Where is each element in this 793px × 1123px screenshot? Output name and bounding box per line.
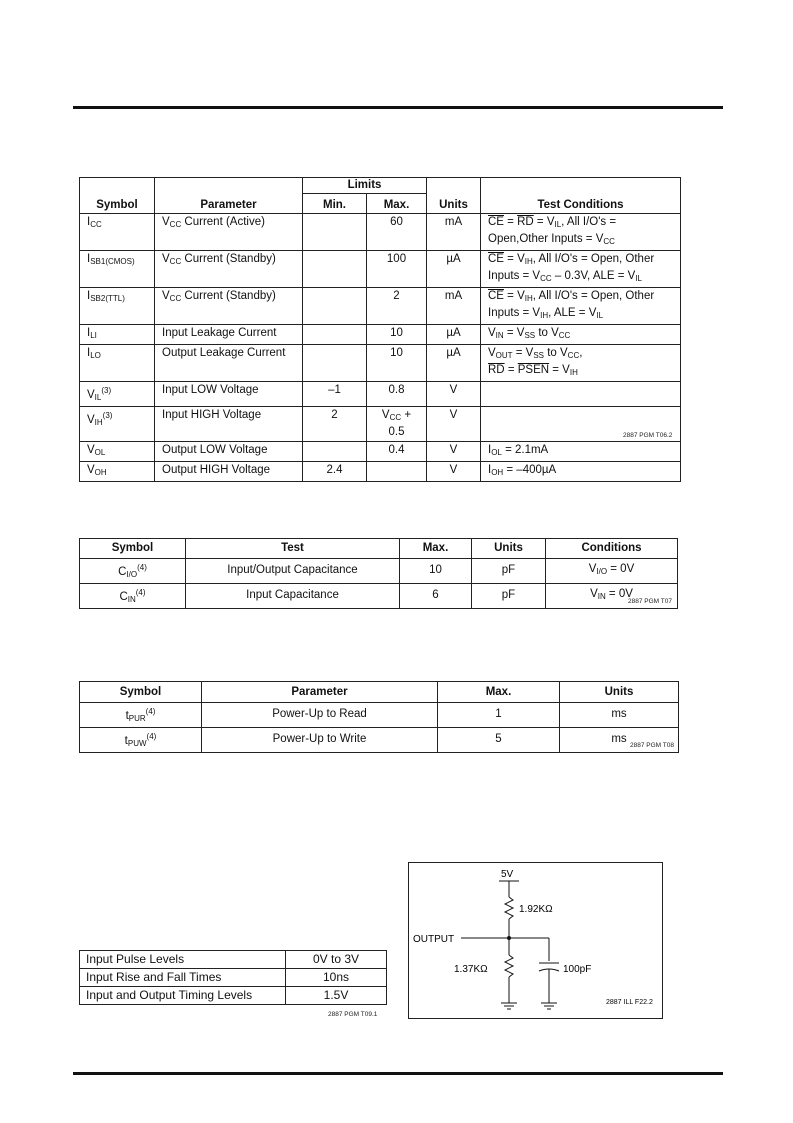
cell-max: 10 bbox=[367, 345, 427, 382]
cell-conditions: $V_{I/O} = 0V$ bbox=[546, 559, 678, 584]
table-row bbox=[80, 461, 681, 481]
header-max: Max. bbox=[400, 539, 472, 559]
cell-min bbox=[303, 325, 367, 345]
table-code: 2887 PGM T06.2 bbox=[623, 432, 673, 439]
cell-units: µA bbox=[427, 251, 481, 288]
cell-units: µA bbox=[427, 325, 481, 345]
power-up-table bbox=[79, 681, 679, 753]
r-top-label: 1.92KΩ bbox=[519, 904, 553, 915]
cell-units: ms bbox=[560, 727, 679, 752]
cell-max: 2 bbox=[367, 288, 427, 325]
cell-max: 5 bbox=[438, 727, 560, 752]
cell-units: V bbox=[427, 406, 481, 441]
header-units: Units bbox=[427, 178, 481, 214]
cell-conditions: $V_{IN} = V_{SS}$ to $V_{CC}$ bbox=[481, 325, 681, 345]
table-row bbox=[80, 559, 678, 584]
cell-parameter: $V_{CC}$ Current (Standby) bbox=[155, 288, 303, 325]
header-units: Units bbox=[560, 682, 679, 703]
output-label: OUTPUT bbox=[413, 934, 455, 945]
cell-conditions: $V_{IN} = 0V$ bbox=[546, 583, 678, 608]
cell-value: 10ns bbox=[286, 969, 387, 987]
cell-parameter: Input LOW Voltage bbox=[155, 382, 303, 407]
cell-symbol: $I_{SB1(CMOS)}$ bbox=[80, 251, 155, 288]
cell-conditions: $I_{OH} = -400\mu A$ bbox=[481, 461, 681, 481]
cell-units: pF bbox=[472, 583, 546, 608]
header-limits: Limits bbox=[303, 178, 427, 194]
r-bottom-label: 1.37KΩ bbox=[454, 964, 488, 975]
cell-units: mA bbox=[427, 214, 481, 251]
table-row bbox=[80, 406, 681, 441]
table-row bbox=[80, 325, 681, 345]
cell-conditions: $I_{OL} = 2.1mA$ bbox=[481, 441, 681, 461]
ac-test-conditions-table bbox=[79, 950, 387, 1005]
junction-dot bbox=[507, 936, 511, 940]
cell-parameter: $V_{CC}$ Current (Active) bbox=[155, 214, 303, 251]
cell-label: Input and Output Timing Levels bbox=[80, 987, 286, 1005]
top-rule bbox=[73, 106, 723, 109]
test-load-circuit bbox=[408, 862, 663, 1019]
capacitance-table bbox=[79, 538, 678, 609]
cell-max: 10 bbox=[400, 559, 472, 584]
cell-min bbox=[303, 441, 367, 461]
table-row bbox=[80, 288, 681, 325]
cell-parameter: Output LOW Voltage bbox=[155, 441, 303, 461]
table-row bbox=[80, 969, 387, 987]
cell-parameter: Power-Up to Write bbox=[202, 727, 438, 752]
cell-label: Input Pulse Levels bbox=[80, 951, 286, 969]
table-row bbox=[80, 251, 681, 288]
resistor-top bbox=[505, 897, 513, 919]
bottom-rule bbox=[73, 1072, 723, 1075]
header-symbol: Symbol bbox=[80, 178, 155, 214]
cell-conditions: $V_{OUT} = V_{SS}$ to $V_{CC}$, $\overline{RD}$ = PSEN = $V_{IH}$ bbox=[481, 345, 681, 382]
table-row bbox=[80, 382, 681, 407]
cell-min: –1 bbox=[303, 382, 367, 407]
cell-parameter: Output HIGH Voltage bbox=[155, 461, 303, 481]
table-code: 2887 PGM T07 bbox=[628, 598, 672, 605]
cell-min: 2.4 bbox=[303, 461, 367, 481]
header-parameter: Parameter bbox=[202, 682, 438, 703]
table-row bbox=[80, 951, 387, 969]
cell-symbol: $V_{OL}$ bbox=[80, 441, 155, 461]
cell-parameter: Output Leakage Current bbox=[155, 345, 303, 382]
cell-max: 6 bbox=[400, 583, 472, 608]
cell-max bbox=[367, 461, 427, 481]
cell-test: Input/Output Capacitance bbox=[186, 559, 400, 584]
cell-conditions bbox=[481, 382, 681, 407]
cell-max: $V_{CC} + 0.5$ bbox=[367, 406, 427, 441]
cell-parameter: Input Leakage Current bbox=[155, 325, 303, 345]
cell-max: 10 bbox=[367, 325, 427, 345]
header-parameter: Parameter bbox=[155, 178, 303, 214]
cell-max: 0.4 bbox=[367, 441, 427, 461]
table-row bbox=[80, 727, 679, 752]
header-max: Max. bbox=[367, 194, 427, 214]
table-row bbox=[80, 441, 681, 461]
cell-units: ms bbox=[560, 703, 679, 728]
cell-symbol: $V_{IL}^{(3)}$ bbox=[80, 382, 155, 407]
cell-symbol: $I_{SB2(TTL)}$ bbox=[80, 288, 155, 325]
cell-label: Input Rise and Fall Times bbox=[80, 969, 286, 987]
cell-units: V bbox=[427, 441, 481, 461]
cell-max: 1 bbox=[438, 703, 560, 728]
cell-min bbox=[303, 288, 367, 325]
table-code: 2887 PGM T08 bbox=[630, 742, 674, 749]
header-test-conditions: Test Conditions bbox=[481, 178, 681, 214]
table-row bbox=[80, 583, 678, 608]
header-test: Test bbox=[186, 539, 400, 559]
cell-min bbox=[303, 251, 367, 288]
cap-label: 100pF bbox=[563, 964, 592, 975]
cell-parameter: Power-Up to Read bbox=[202, 703, 438, 728]
cell-test: Input Capacitance bbox=[186, 583, 400, 608]
cell-symbol: $C_{IN}^{(4)}$ bbox=[80, 583, 186, 608]
circuit-diagram bbox=[409, 863, 662, 1018]
table-row bbox=[80, 987, 387, 1005]
cell-units: pF bbox=[472, 559, 546, 584]
cell-conditions: $\overline{CE} = \overline{RD} = V_{IL}$, All I/O's = Open,Other Inputs = $V_{CC}$ bbox=[481, 214, 681, 251]
cell-symbol: $t_{PUW}^{(4)}$ bbox=[80, 727, 202, 752]
cell-symbol: $I_{CC}$ bbox=[80, 214, 155, 251]
cell-symbol: $V_{OH}$ bbox=[80, 461, 155, 481]
cell-min bbox=[303, 345, 367, 382]
cell-parameter: Input HIGH Voltage bbox=[155, 406, 303, 441]
cell-max: 100 bbox=[367, 251, 427, 288]
cell-parameter: $V_{CC}$ Current (Standby) bbox=[155, 251, 303, 288]
header-symbol: Symbol bbox=[80, 682, 202, 703]
header-units: Units bbox=[472, 539, 546, 559]
cell-conditions: $\overline{CE} = V_{IH}$, All I/O's = Open, Other Inputs = $V_{CC} - 0.3V$, ALE = $V_{IL}$ bbox=[481, 251, 681, 288]
cell-units: V bbox=[427, 461, 481, 481]
figure-code: 2887 ILL F22.2 bbox=[606, 999, 653, 1006]
cell-conditions: $\overline{CE} = V_{IH}$, All I/O's = Open, Other Inputs = $V_{IH}$, ALE = $V_{IL}$ bbox=[481, 288, 681, 325]
cell-min bbox=[303, 214, 367, 251]
cell-max: 0.8 bbox=[367, 382, 427, 407]
cell-value: 0V to 3V bbox=[286, 951, 387, 969]
header-min: Min. bbox=[303, 194, 367, 214]
table-row bbox=[80, 345, 681, 382]
dc-characteristics-table bbox=[79, 177, 681, 482]
cell-units: mA bbox=[427, 288, 481, 325]
cell-symbol: $C_{I/O}^{(4)}$ bbox=[80, 559, 186, 584]
cell-symbol: $I_{LO}$ bbox=[80, 345, 155, 382]
cell-value: 1.5V bbox=[286, 987, 387, 1005]
cell-units: µA bbox=[427, 345, 481, 382]
supply-label: 5V bbox=[501, 869, 514, 880]
table-row bbox=[80, 214, 681, 251]
cell-min: 2 bbox=[303, 406, 367, 441]
cell-units: V bbox=[427, 382, 481, 407]
header-conditions: Conditions bbox=[546, 539, 678, 559]
cell-max: 60 bbox=[367, 214, 427, 251]
header-symbol: Symbol bbox=[80, 539, 186, 559]
table-row bbox=[80, 703, 679, 728]
header-max: Max. bbox=[438, 682, 560, 703]
cell-symbol: $V_{IH}^{(3)}$ bbox=[80, 406, 155, 441]
table-code: 2887 PGM T09.1 bbox=[328, 1011, 378, 1018]
cell-symbol: $I_{LI}$ bbox=[80, 325, 155, 345]
resistor-bottom bbox=[505, 955, 513, 977]
cell-symbol: $t_{PUR}^{(4)}$ bbox=[80, 703, 202, 728]
